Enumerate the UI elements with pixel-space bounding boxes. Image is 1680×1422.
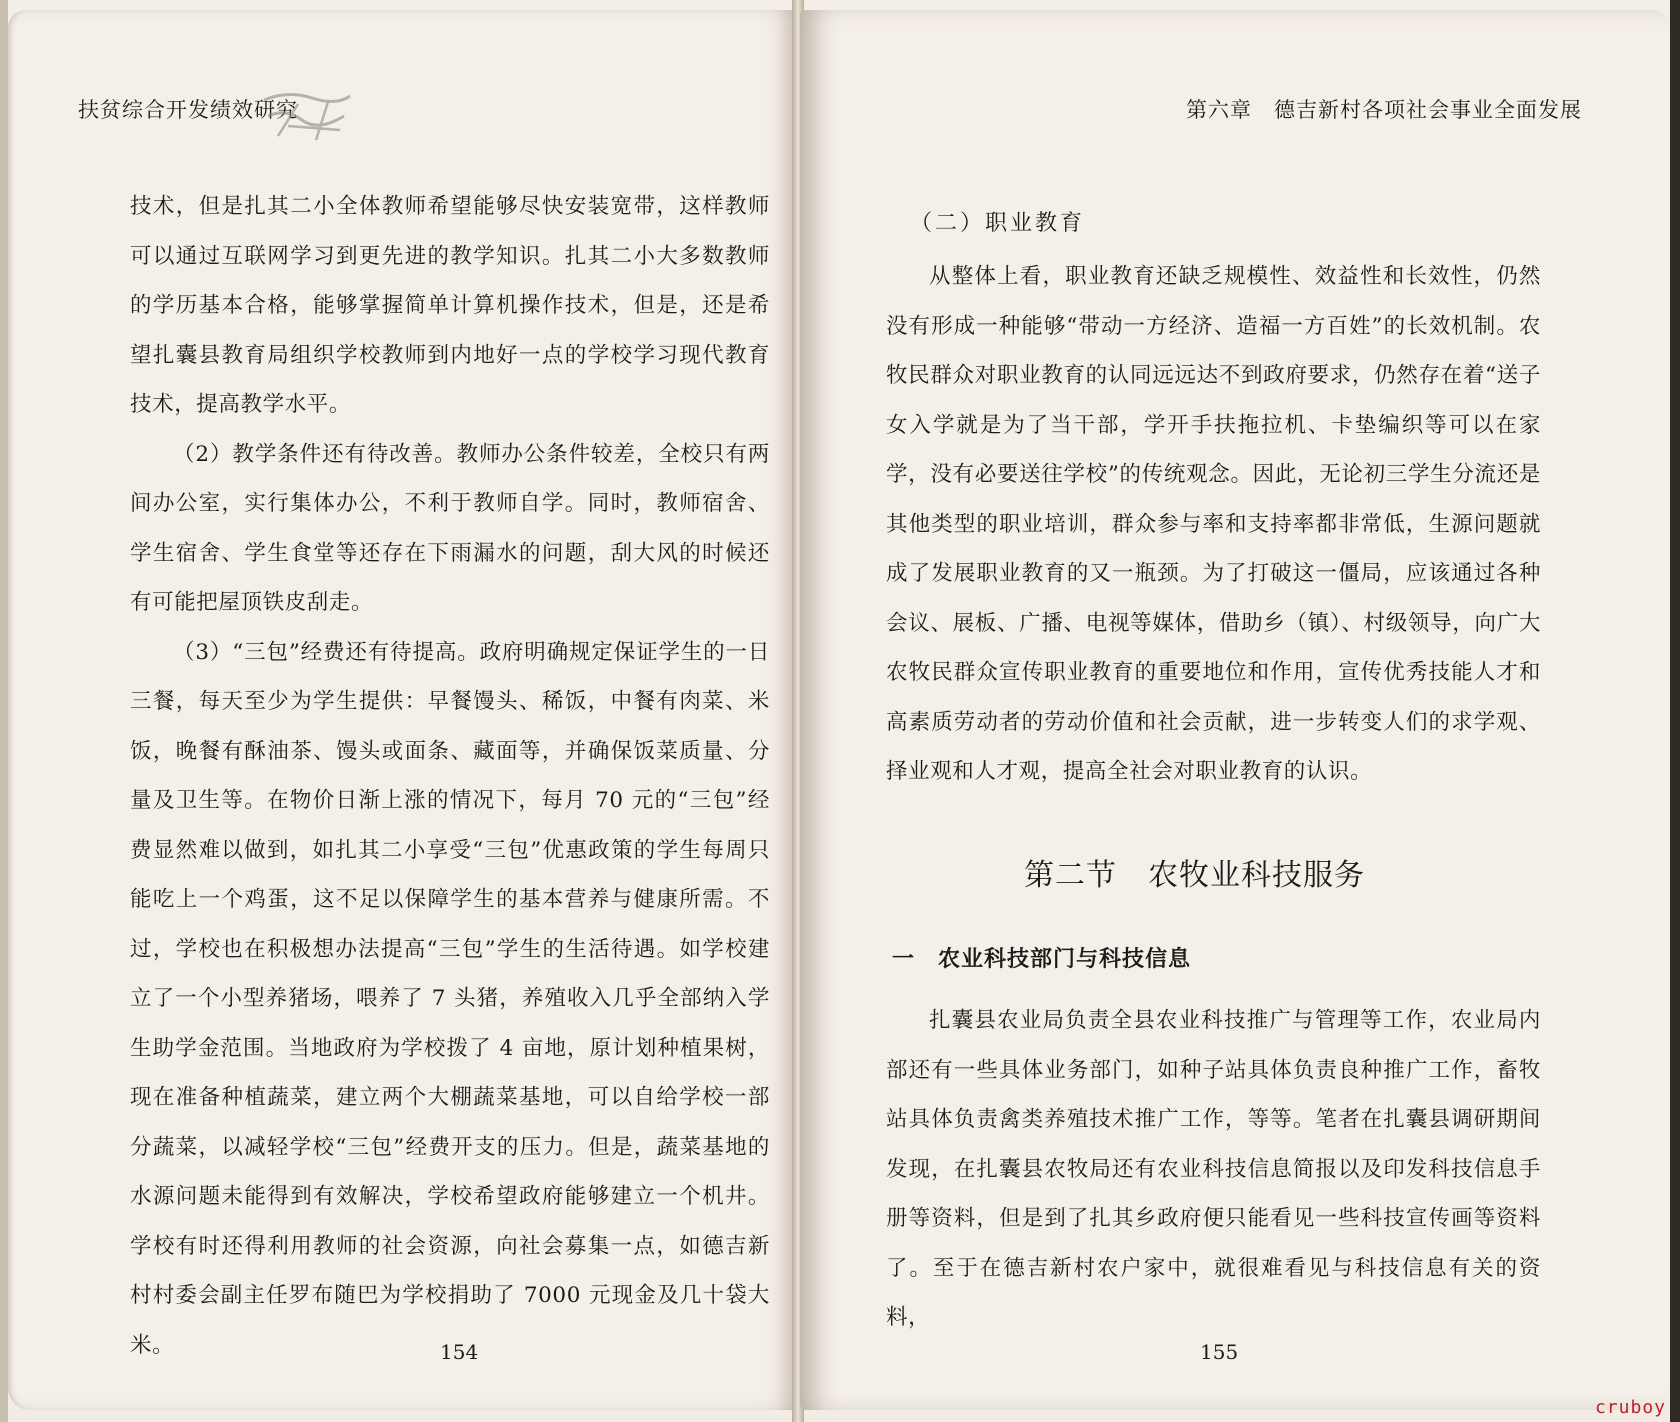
right-body-text-1 <box>886 252 1541 797</box>
subsection-label: （二）职业教育 <box>910 211 1086 236</box>
seal-stamp-icon <box>258 86 354 148</box>
book-edge-right <box>1670 0 1680 1422</box>
left-page-number: 154 <box>440 1340 479 1364</box>
watermark-text: cruboy <box>1594 1397 1666 1418</box>
right-paragraph-1: 从整体上看，职业教育还缺乏规模性、效益性和长效性，仍然没有形成一种能够“带动一方经济、造福一方百姓”的长效机制。农牧民群众对职业教育的认同远远达不到政府要求，仍然存在着“送子女入学就是为了当干部，学开手扶拖拉机、卡垫编织等可以在家学，没有必要送往学校”的传统观念。因此，无论初三学生分流还是其他类型的职业培训，群众参与率和支持率都非常低，生源问题就成了发展职业教育的又一瓶颈。为了打破这一僵局，应该通过各种会议、展板、广播、电视等媒体，借助乡（镇）、村级领导，向广大农牧民群众宣传职业教育的重要地位和作用，宣传优秀技能人才和高素质劳动者的劳动价值和社会贡献，进一步转变人们的求学观、择业观和人才观，提高全社会对职业教育的认识。 <box>886 264 1541 784</box>
sub-heading: 一 农业科技部门与科技信息 <box>892 947 1192 972</box>
library-seal-stamp <box>258 86 354 148</box>
left-running-head: 扶贫综合开发绩效研究 <box>78 98 298 122</box>
left-paragraph-3: （3）“三包”经费还有待提高。政府明确规定保证学生的一日三餐，每天至少为学生提供：早餐馒头、稀饭，中餐有肉菜、米饭，晚餐有酥油茶、馒头或面条、藏面等，并确保饭菜质量、分量及卫生等。在物价日渐上涨的情况下，每月 70 元的“三包”经费显然难以做到，如扎其二小享受“三包”优惠政策的学生每周只能吃上一个鸡蛋，这不足以保障学生的基本营养与健康所需。不过，学校也在积极想办法提高“三包”学生的生活待遇。如学校建立了一个小型养猪场，喂养了 7 头猪，养殖收入几乎全部纳入学生助学金范围。当地政府为学校拨了 4 亩地，原计划种植果树，现在准备种植蔬菜，建立两个大棚蔬菜基地，可以自给学校一部分蔬菜，以减轻学校“三包”经费开支的压力。但是，蔬菜基地的水源问题未能得到有效解决，学校希望政府能够建立一个机井。学校有时还得利用教师的社会资源，向社会募集一点，如德吉新村村委会副主任罗布随巴为学校捐助了 7000 元现金及几十袋大米。 <box>130 639 770 1358</box>
right-body-text-2 <box>886 996 1541 1343</box>
right-page-number: 155 <box>1200 1340 1239 1364</box>
left-paragraph-2: （2）教学条件还有待改善。教师办公条件较差，全校只有两间办公室，实行集体办公，不利于教师自学。同时，教师宿舍、学生宿舍、学生食堂等还存在下雨漏水的问题，刮大风的时候还有可能把屋顶铁皮刮走。 <box>130 441 770 615</box>
right-running-head: 第六章 德吉新村各项社会事业全面发展 <box>1186 98 1582 122</box>
book-edge-left <box>0 0 8 1422</box>
left-paragraph-1: 技术，但是扎其二小全体教师希望能够尽快安装宽带，这样教师可以通过互联网学习到更先进的教学知识。扎其二小大多数教师的学历基本合格，能够掌握简单计算机操作技术，但是，还是希望扎囊县教育局组织学校教师到内地好一点的学校学习现代教育技术，提高教学水平。 <box>130 194 770 417</box>
left-body-text <box>130 182 770 1370</box>
section-title: 第二节 农牧业科技服务 <box>1024 858 1365 893</box>
left-page <box>8 10 796 1410</box>
right-paragraph-2: 扎囊县农业局负责全县农业科技推广与管理等工作，农业局内部还有一些具体业务部门，如种子站具体负责良种推广工作，畜牧站具体负责禽类养殖技术推广工作，等等。笔者在扎囊县调研期间发现，在扎囊县农牧局还有农业科技信息简报以及印发科技信息手册等资料，但是到了扎其乡政府便只能看见一些科技宣传画等资料了。至于在德吉新村农户家中，就很难看见与科技信息有关的资料， <box>886 1008 1541 1330</box>
right-page <box>800 10 1670 1410</box>
